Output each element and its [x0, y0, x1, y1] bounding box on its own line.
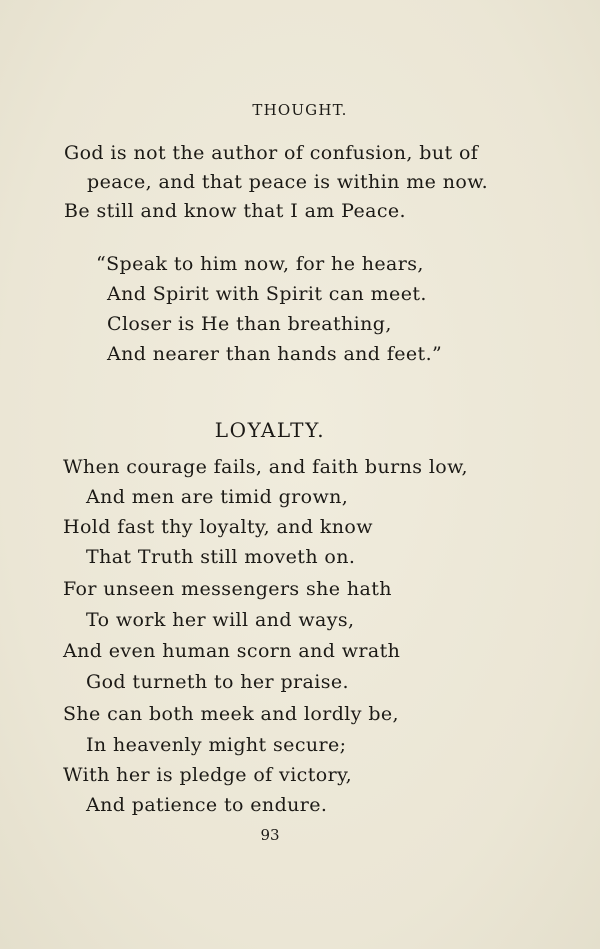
poem-line: And even human scorn and wrath — [63, 640, 401, 662]
quote-line: Closer is He than breathing, — [107, 313, 392, 335]
prose-line: God is not the author of confusion, but of — [64, 142, 479, 164]
quote-line: And nearer than hands and feet.” — [107, 343, 443, 365]
prose-line: peace, and that peace is within me now. — [87, 171, 489, 193]
poem-line: And patience to endure. — [86, 794, 328, 816]
poem-line: With her is pledge of victory, — [63, 764, 353, 786]
poem-line: That Truth still moveth on. — [86, 546, 356, 568]
poem-line: God turneth to her praise. — [86, 671, 349, 693]
section-title: LOYALTY. — [214, 418, 326, 442]
poem-line: Hold fast thy loyalty, and know — [63, 516, 373, 538]
poem-line: And men are timid grown, — [86, 486, 349, 508]
poem-line: In heavenly might secure; — [86, 734, 347, 756]
quote-line: “Speak to him now, for he hears, — [96, 253, 424, 275]
running-head: THOUGHT. — [252, 101, 348, 119]
poem-line: To work her will and ways, — [86, 609, 355, 631]
prose-line: Be still and know that I am Peace. — [64, 200, 406, 222]
quote-line: And Spirit with Spirit can meet. — [107, 283, 427, 305]
poem-line: She can both meek and lordly be, — [63, 703, 399, 725]
page-number: 93 — [260, 826, 280, 844]
poem-line: When courage fails, and faith burns low, — [63, 456, 468, 478]
poem-line: For unseen messengers she hath — [63, 578, 392, 600]
